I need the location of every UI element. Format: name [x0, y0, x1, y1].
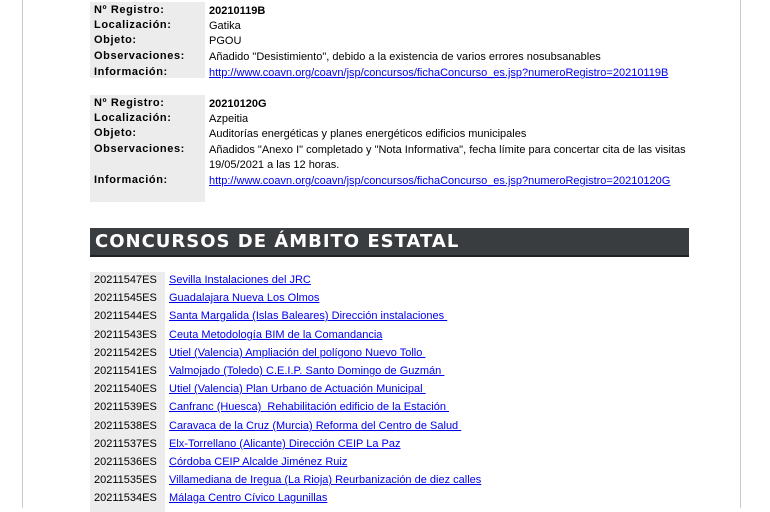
item-id: 20211534ES: [94, 492, 157, 504]
localizacion-value: Azpeitia: [209, 113, 249, 125]
observaciones-value: Añadidos "Anexo I" completado y "Nota Informativa", fecha límite para concertar cita de las visitas 19/05/2021 a las 12 horas.: [209, 144, 686, 171]
item-link[interactable]: Valmojado (Toledo) C.E.I.P. Santo Domingo de Guzmán: [169, 365, 445, 377]
item-link[interactable]: Sevilla Instalaciones del JRC: [169, 274, 311, 286]
list-item: [90, 272, 690, 290]
item-id: 20211540ES: [94, 383, 157, 395]
item-id: 20211536ES: [94, 456, 157, 468]
list-item: [90, 436, 690, 454]
item-link[interactable]: Santa Margalida (Islas Baleares) Dirección instalaciones: [169, 310, 448, 322]
section-title: CONCURSOS DE ÁMBITO ESTATAL: [95, 231, 460, 252]
list-item: [90, 381, 690, 399]
item-id: 20211547ES: [94, 274, 157, 286]
item-link[interactable]: Ceuta Metodología BIM de la Comandancia: [169, 329, 383, 341]
observaciones-label: Observaciones:: [94, 50, 185, 62]
list-item: [90, 363, 690, 381]
item-id: 20211544ES: [94, 310, 157, 322]
item-link[interactable]: Guadalajara Nueva Los Olmos: [169, 292, 320, 304]
record-card: [90, 95, 690, 202]
list-item: [90, 472, 690, 490]
registro-label: Nº Registro:: [94, 4, 165, 16]
informacion-label: Información:: [94, 66, 168, 78]
objeto-value: Auditorías energéticas y planes energéticos edificios municipales: [209, 128, 527, 140]
list-item: [90, 290, 690, 308]
item-link[interactable]: Elx-Torrellano (Alicante) Dirección CEIP La Paz: [169, 438, 401, 450]
objeto-value: PGOU: [209, 35, 242, 47]
observaciones-label: Observaciones:: [94, 143, 185, 155]
objeto-label: Objeto:: [94, 34, 137, 46]
localizacion-value: Gatika: [209, 20, 241, 32]
item-id: 20211535ES: [94, 474, 157, 486]
informacion-link[interactable]: http://www.coavn.org/coavn/jsp/concursos/fichaConcurso_es.jsp?numeroRegistro=20210119B: [209, 67, 669, 79]
item-link[interactable]: Villamediana de Iregua (La Rioja) Reurbanización de diez calles: [169, 474, 482, 486]
item-id: 20211539ES: [94, 401, 157, 413]
item-id: 20211538ES: [94, 420, 157, 432]
objeto-label: Objeto:: [94, 127, 137, 139]
list-item: [90, 327, 690, 345]
list-item: [90, 345, 690, 363]
item-link[interactable]: Utiel (Valencia) Ampliación del polígono Nuevo Tollo: [169, 347, 426, 359]
item-link[interactable]: Córdoba CEIP Alcalde Jiménez Ruiz: [169, 456, 348, 468]
registro-label: Nº Registro:: [94, 97, 165, 109]
list-item: [90, 418, 690, 436]
list-item: [90, 490, 690, 508]
item-id: 20211541ES: [94, 365, 157, 377]
item-link[interactable]: Caravaca de la Cruz (Murcia) Reforma del Centro de Salud: [169, 420, 462, 432]
observaciones-value: Añadido "Desistimiento", debido a la existencia de varios errores nosubsanables: [209, 51, 601, 63]
list-item: [90, 308, 690, 326]
item-link[interactable]: Utiel (Valencia) Plan Urbano de Actuación Municipal: [169, 383, 426, 395]
localizacion-label: Localización:: [94, 19, 172, 31]
item-id: 20211545ES: [94, 292, 157, 304]
item-id: 20211542ES: [94, 347, 157, 359]
informacion-link[interactable]: http://www.coavn.org/coavn/jsp/concursos/fichaConcurso_es.jsp?numeroRegistro=20210120G: [209, 175, 671, 187]
registro-value: 20210119B: [209, 5, 266, 17]
section-banner: [90, 228, 689, 257]
informacion-label: Información:: [94, 174, 168, 186]
record-card: [90, 2, 690, 78]
item-id: 20211543ES: [94, 329, 157, 341]
item-link[interactable]: Málaga Centro Cívico Lagunillas: [169, 492, 328, 504]
registro-value: 20210120G: [209, 98, 267, 110]
list-item: [90, 399, 690, 417]
localizacion-label: Localización:: [94, 112, 172, 124]
item-link[interactable]: Canfranc (Huesca) Rehabilitación edificio de la Estación: [169, 401, 450, 413]
list-item: [90, 454, 690, 472]
item-id: 20211537ES: [94, 438, 157, 450]
